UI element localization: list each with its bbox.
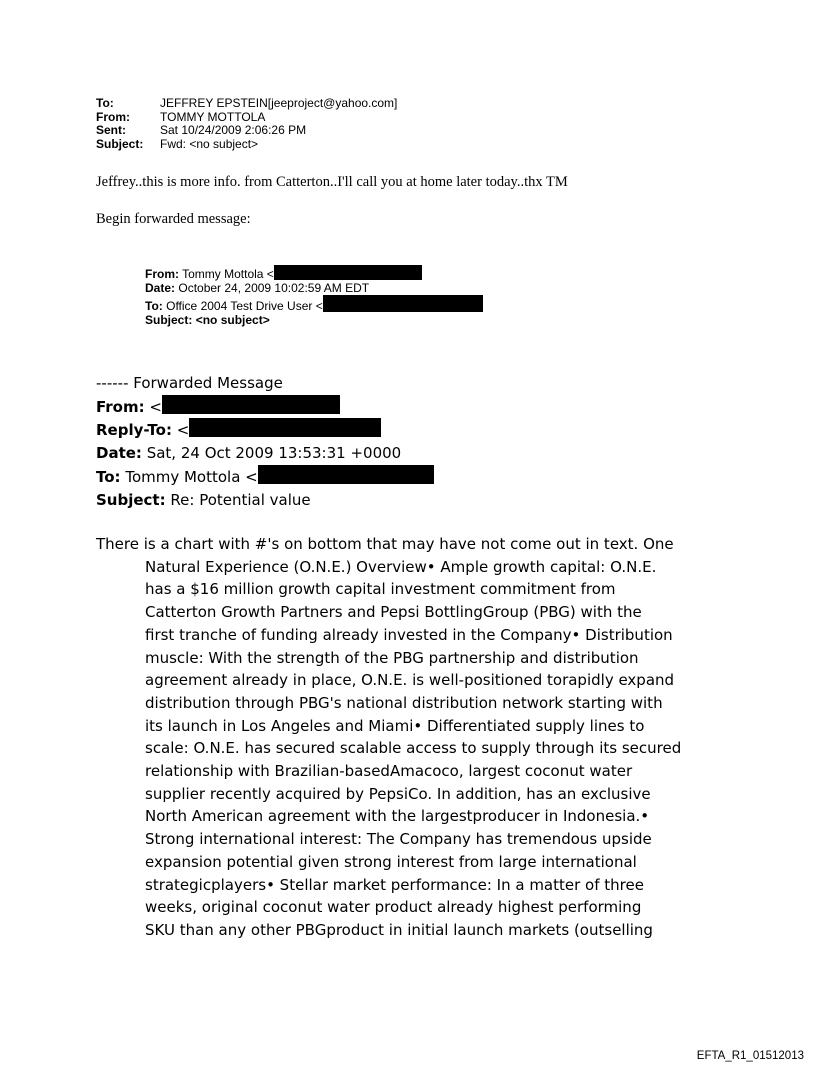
fwd2-subject-row <box>96 489 434 512</box>
body-line: North American agreement with the largestproducer in Indonesia.• <box>145 807 650 826</box>
fwd1-date-row <box>145 281 483 295</box>
message-body <box>96 533 686 942</box>
body-line: muscle: With the strength of the PBG partnership and distribution <box>145 648 639 667</box>
fwd1-date-value: October 24, 2009 10:02:59 AM EDT <box>178 281 370 295</box>
fwd2-replyto-row <box>96 418 434 442</box>
body-line: Catterton Growth Partners and Pepsi BottlingGroup (PBG) with the <box>145 603 642 622</box>
forwarded-header-1 <box>145 265 483 327</box>
fwd1-to-label: To: <box>145 299 163 313</box>
from-label: From: <box>96 109 130 124</box>
fwd1-subject-label: Subject: <box>145 313 193 327</box>
begin-forwarded-label: Begin forwarded message: <box>96 211 251 227</box>
body-line: weeks, original coconut water product already highest performing <box>145 898 642 917</box>
fwd2-date-row <box>96 442 434 465</box>
body-line: strategicplayers• Stellar market performance: In a matter of three <box>145 875 644 894</box>
fwd2-from-row <box>96 395 434 419</box>
to-label: To: <box>96 96 114 110</box>
body-line: has a $16 million growth capital investment commitment from <box>145 580 616 599</box>
fwd1-to-value: Office 2004 Test Drive User < <box>166 299 323 313</box>
body-line: Natural Experience (O.N.E.) Overview• Ample growth capital: O.N.E. <box>145 557 657 576</box>
redaction-bar <box>274 265 422 280</box>
fwd1-from-value: Tommy Mottola < <box>182 267 274 281</box>
body-line: relationship with Brazilian-basedAmacoco, largest coconut water <box>145 762 633 781</box>
fwd2-replyto-value: < <box>176 421 190 440</box>
redaction-bar <box>162 395 340 414</box>
fwd2-subject-value: Re: Potential value <box>170 490 311 509</box>
fwd2-to-row <box>96 465 434 489</box>
header-to-row <box>96 97 397 111</box>
body-line: Strong international interest: The Company has tremendous upside <box>145 830 652 849</box>
document-id-footer: EFTA_R1_01512013 <box>696 1050 804 1062</box>
body-line: distribution through PBG's national distribution network starting with <box>145 693 663 712</box>
fwd2-replyto-label: Reply-To: <box>96 421 172 440</box>
body-line: expansion potential given strong interest from large international <box>145 852 637 871</box>
fwd2-from-label: From: <box>96 397 145 416</box>
body-line: first tranche of funding already invested in the Company• Distribution <box>145 625 673 644</box>
header-from-row <box>96 111 397 125</box>
fwd1-subject-row <box>145 313 483 327</box>
body-line: its launch in Los Angeles and Miami• Differentiated supply lines to <box>145 716 645 735</box>
fwd2-to-value: Tommy Mottola < <box>125 467 258 486</box>
to-value: JEFFREY EPSTEIN[jeeproject@yahoo.com] <box>160 96 398 110</box>
redaction-bar <box>189 418 381 437</box>
sent-label: Sent: <box>96 123 126 137</box>
fwd1-subject-value: <no subject> <box>195 313 270 327</box>
fwd2-date-value: Sat, 24 Oct 2009 13:53:31 +0000 <box>146 444 402 463</box>
fwd2-date-label: Date: <box>96 444 142 463</box>
redaction-bar <box>258 465 434 484</box>
fwd2-to-label: To: <box>96 467 121 486</box>
forwarded-header-2 <box>96 372 434 511</box>
fwd1-to-row <box>145 295 483 313</box>
subject-label: Subject: <box>96 136 144 151</box>
header-sent-row <box>96 124 397 138</box>
email-header <box>96 97 397 151</box>
fwd2-title: ------ Forwarded Message <box>96 374 283 392</box>
fwd2-from-value: < <box>149 397 162 416</box>
intro-message: Jeffrey..this is more info. from Catterton..I'll call you at home later today..thx TM <box>96 174 568 190</box>
body-line: SKU than any other PBGproduct in initial launch markets (outselling <box>145 920 653 939</box>
body-line: agreement already in place, O.N.E. is well-positioned torapidly expand <box>145 671 675 690</box>
body-line: scale: O.N.E. has secured scalable access to supply through its secured <box>145 739 682 758</box>
body-line: There is a chart with #'s on bottom that may have not come out in text. One <box>96 535 674 553</box>
fwd1-date-label: Date: <box>145 281 176 295</box>
from-value: TOMMY MOTTOLA <box>160 109 266 124</box>
subject-value: Fwd: <no subject> <box>160 136 259 151</box>
fwd2-subject-label: Subject: <box>96 490 166 509</box>
header-subject-row <box>96 138 397 152</box>
sent-value: Sat 10/24/2009 2:06:26 PM <box>160 123 307 137</box>
redaction-bar <box>323 295 483 312</box>
fwd1-from-row <box>145 265 483 281</box>
body-line: supplier recently acquired by PepsiCo. In addition, has an exclusive <box>145 784 651 803</box>
fwd1-from-label: From: <box>145 267 179 281</box>
